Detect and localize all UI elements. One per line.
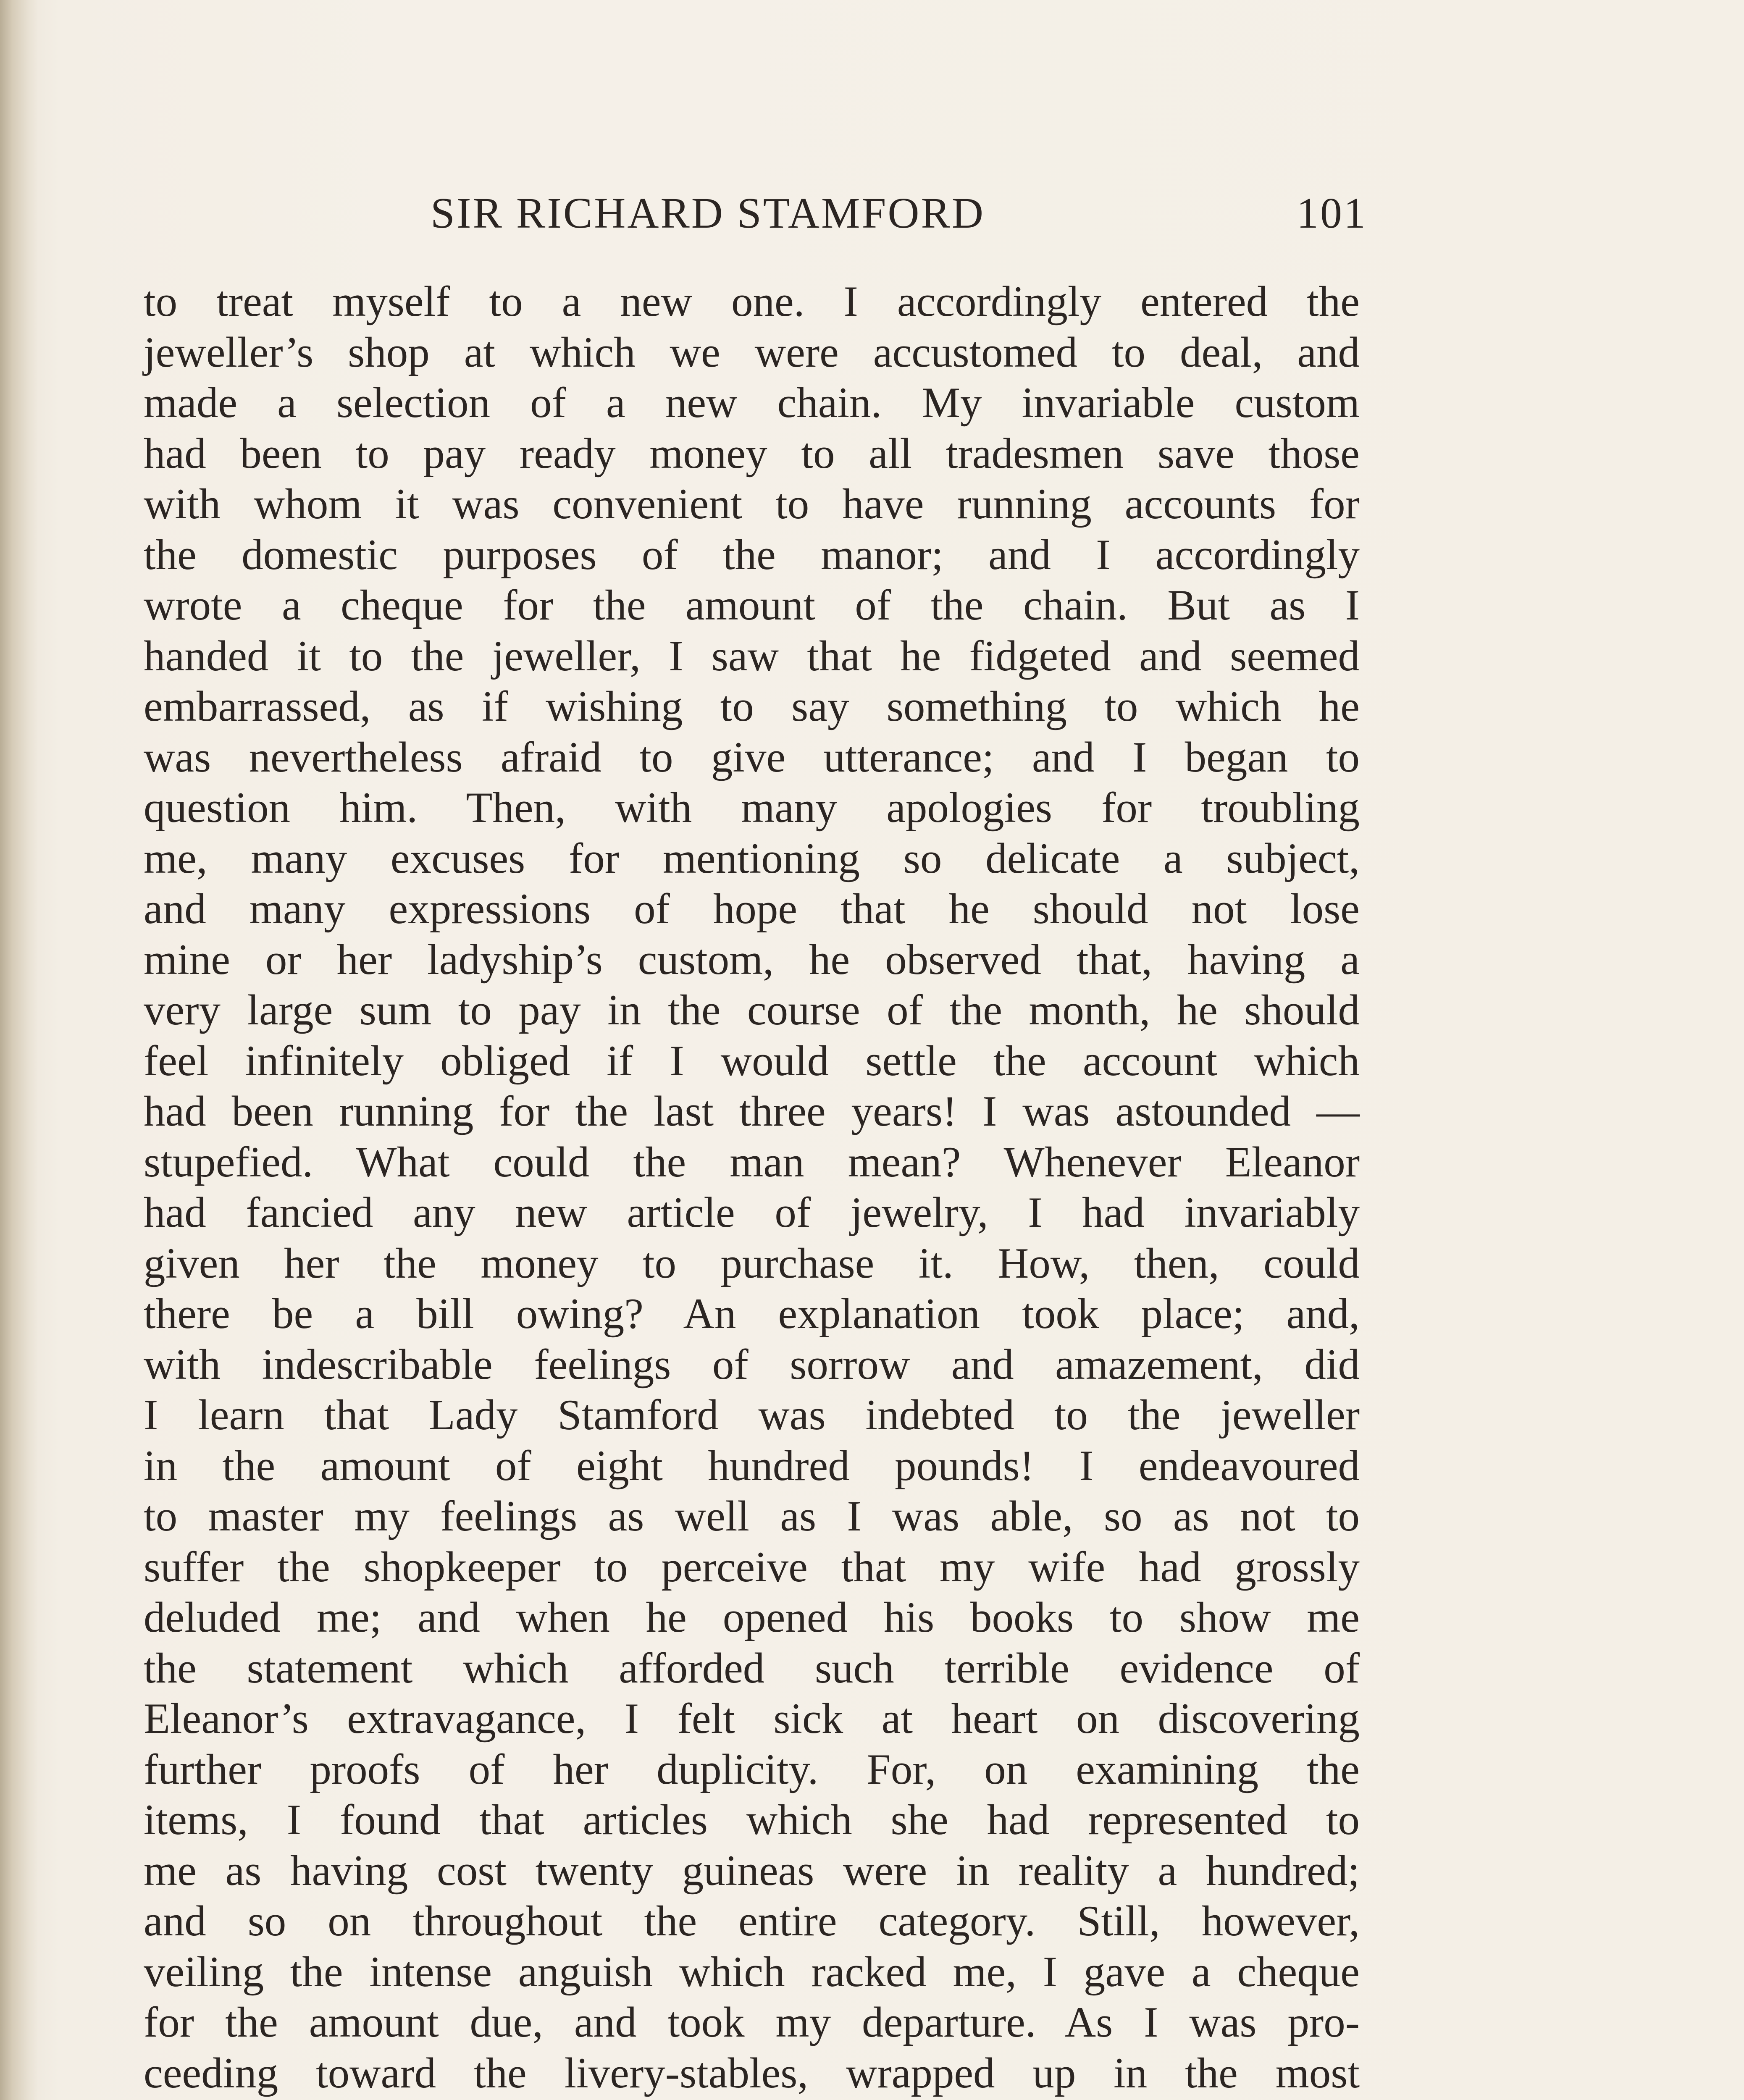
text-line: question him. Then, with many apologies for troubling bbox=[144, 784, 1360, 832]
text-line: there be a bill owing? An explanation took place; and, bbox=[144, 1290, 1360, 1338]
running-head-title: SIR RICHARD STAMFORD bbox=[431, 189, 985, 237]
text-line: further proofs of her duplicity. For, on examining the bbox=[144, 1745, 1360, 1793]
text-line: was nevertheless afraid to give utterance; and I began to bbox=[144, 733, 1360, 781]
text-line: had been to pay ready money to all tradesmen save those bbox=[144, 429, 1360, 478]
text-line: suffer the shopkeeper to perceive that my wife had grossly bbox=[144, 1543, 1360, 1591]
text-line: the statement which afforded such terrible evidence of bbox=[144, 1644, 1360, 1692]
text-line: for the amount due, and took my departure. As I was pro- bbox=[144, 1998, 1360, 2046]
text-line: and many expressions of hope that he should not lose bbox=[144, 885, 1360, 933]
text-line: jeweller’s shop at which we were accustomed to deal, and bbox=[144, 328, 1360, 376]
body-text bbox=[144, 276, 1360, 2100]
text-line: had fancied any new article of jewelry, I had invariably bbox=[144, 1189, 1360, 1236]
text-line: I learn that Lady Stamford was indebted to the jeweller bbox=[144, 1391, 1360, 1439]
text-line: with indescribable feelings of sorrow and amazement, did bbox=[144, 1340, 1360, 1389]
text-line: made a selection of a new chain. My invariable custom bbox=[144, 379, 1360, 427]
text-line bbox=[144, 2098, 1360, 2100]
text-line: Eleanor’s extravagance, I felt sick at heart on discovering bbox=[144, 1695, 1360, 1743]
text-line: veiling the intense anguish which racked me, I gave a cheque bbox=[144, 1948, 1360, 1996]
text-line: the domestic purposes of the manor; and I accordingly bbox=[144, 530, 1360, 579]
text-line: mine or her ladyship’s custom, he observed that, having a bbox=[144, 935, 1360, 984]
running-header bbox=[431, 188, 1367, 243]
text-line: ceeding toward the livery-stables, wrapped up in the most bbox=[144, 2049, 1360, 2097]
text-line: embarrassed, as if wishing to say something to which he bbox=[144, 682, 1360, 730]
text-line: me, many excuses for mentioning so delicate a subject, bbox=[144, 834, 1360, 882]
text-line: me as having cost twenty guineas were in reality a hundred; bbox=[144, 1846, 1360, 1895]
text-line: deluded me; and when he opened his books to show me bbox=[144, 1593, 1360, 1641]
text-line: to master my feelings as well as I was able, so as not to bbox=[144, 1492, 1360, 1540]
text-line: with whom it was convenient to have running accounts for bbox=[144, 480, 1360, 528]
text-line: feel infinitely obliged if I would settle the account which bbox=[144, 1037, 1360, 1085]
text-line: and so on throughout the entire category. Still, however, bbox=[144, 1897, 1360, 1945]
text-line: had been running for the last three years! I was astounded — bbox=[144, 1087, 1360, 1135]
page-number: 101 bbox=[1297, 189, 1367, 237]
text-line: to treat myself to a new one. I accordingly entered the bbox=[144, 278, 1360, 326]
book-spine-shadow bbox=[0, 0, 38, 2100]
text-line: items, I found that articles which she had represented to bbox=[144, 1796, 1360, 1844]
text-line: stupefied. What could the man mean? Whenever Eleanor bbox=[144, 1138, 1360, 1186]
text-line: handed it to the jeweller, I saw that he fidgeted and seemed bbox=[144, 632, 1360, 680]
text-line: given her the money to purchase it. How, then, could bbox=[144, 1239, 1360, 1287]
text-line: very large sum to pay in the course of the month, he should bbox=[144, 986, 1360, 1034]
text-line: wrote a cheque for the amount of the chain. But as I bbox=[144, 581, 1360, 629]
text-line: in the amount of eight hundred pounds! I endeavoured bbox=[144, 1441, 1360, 1490]
